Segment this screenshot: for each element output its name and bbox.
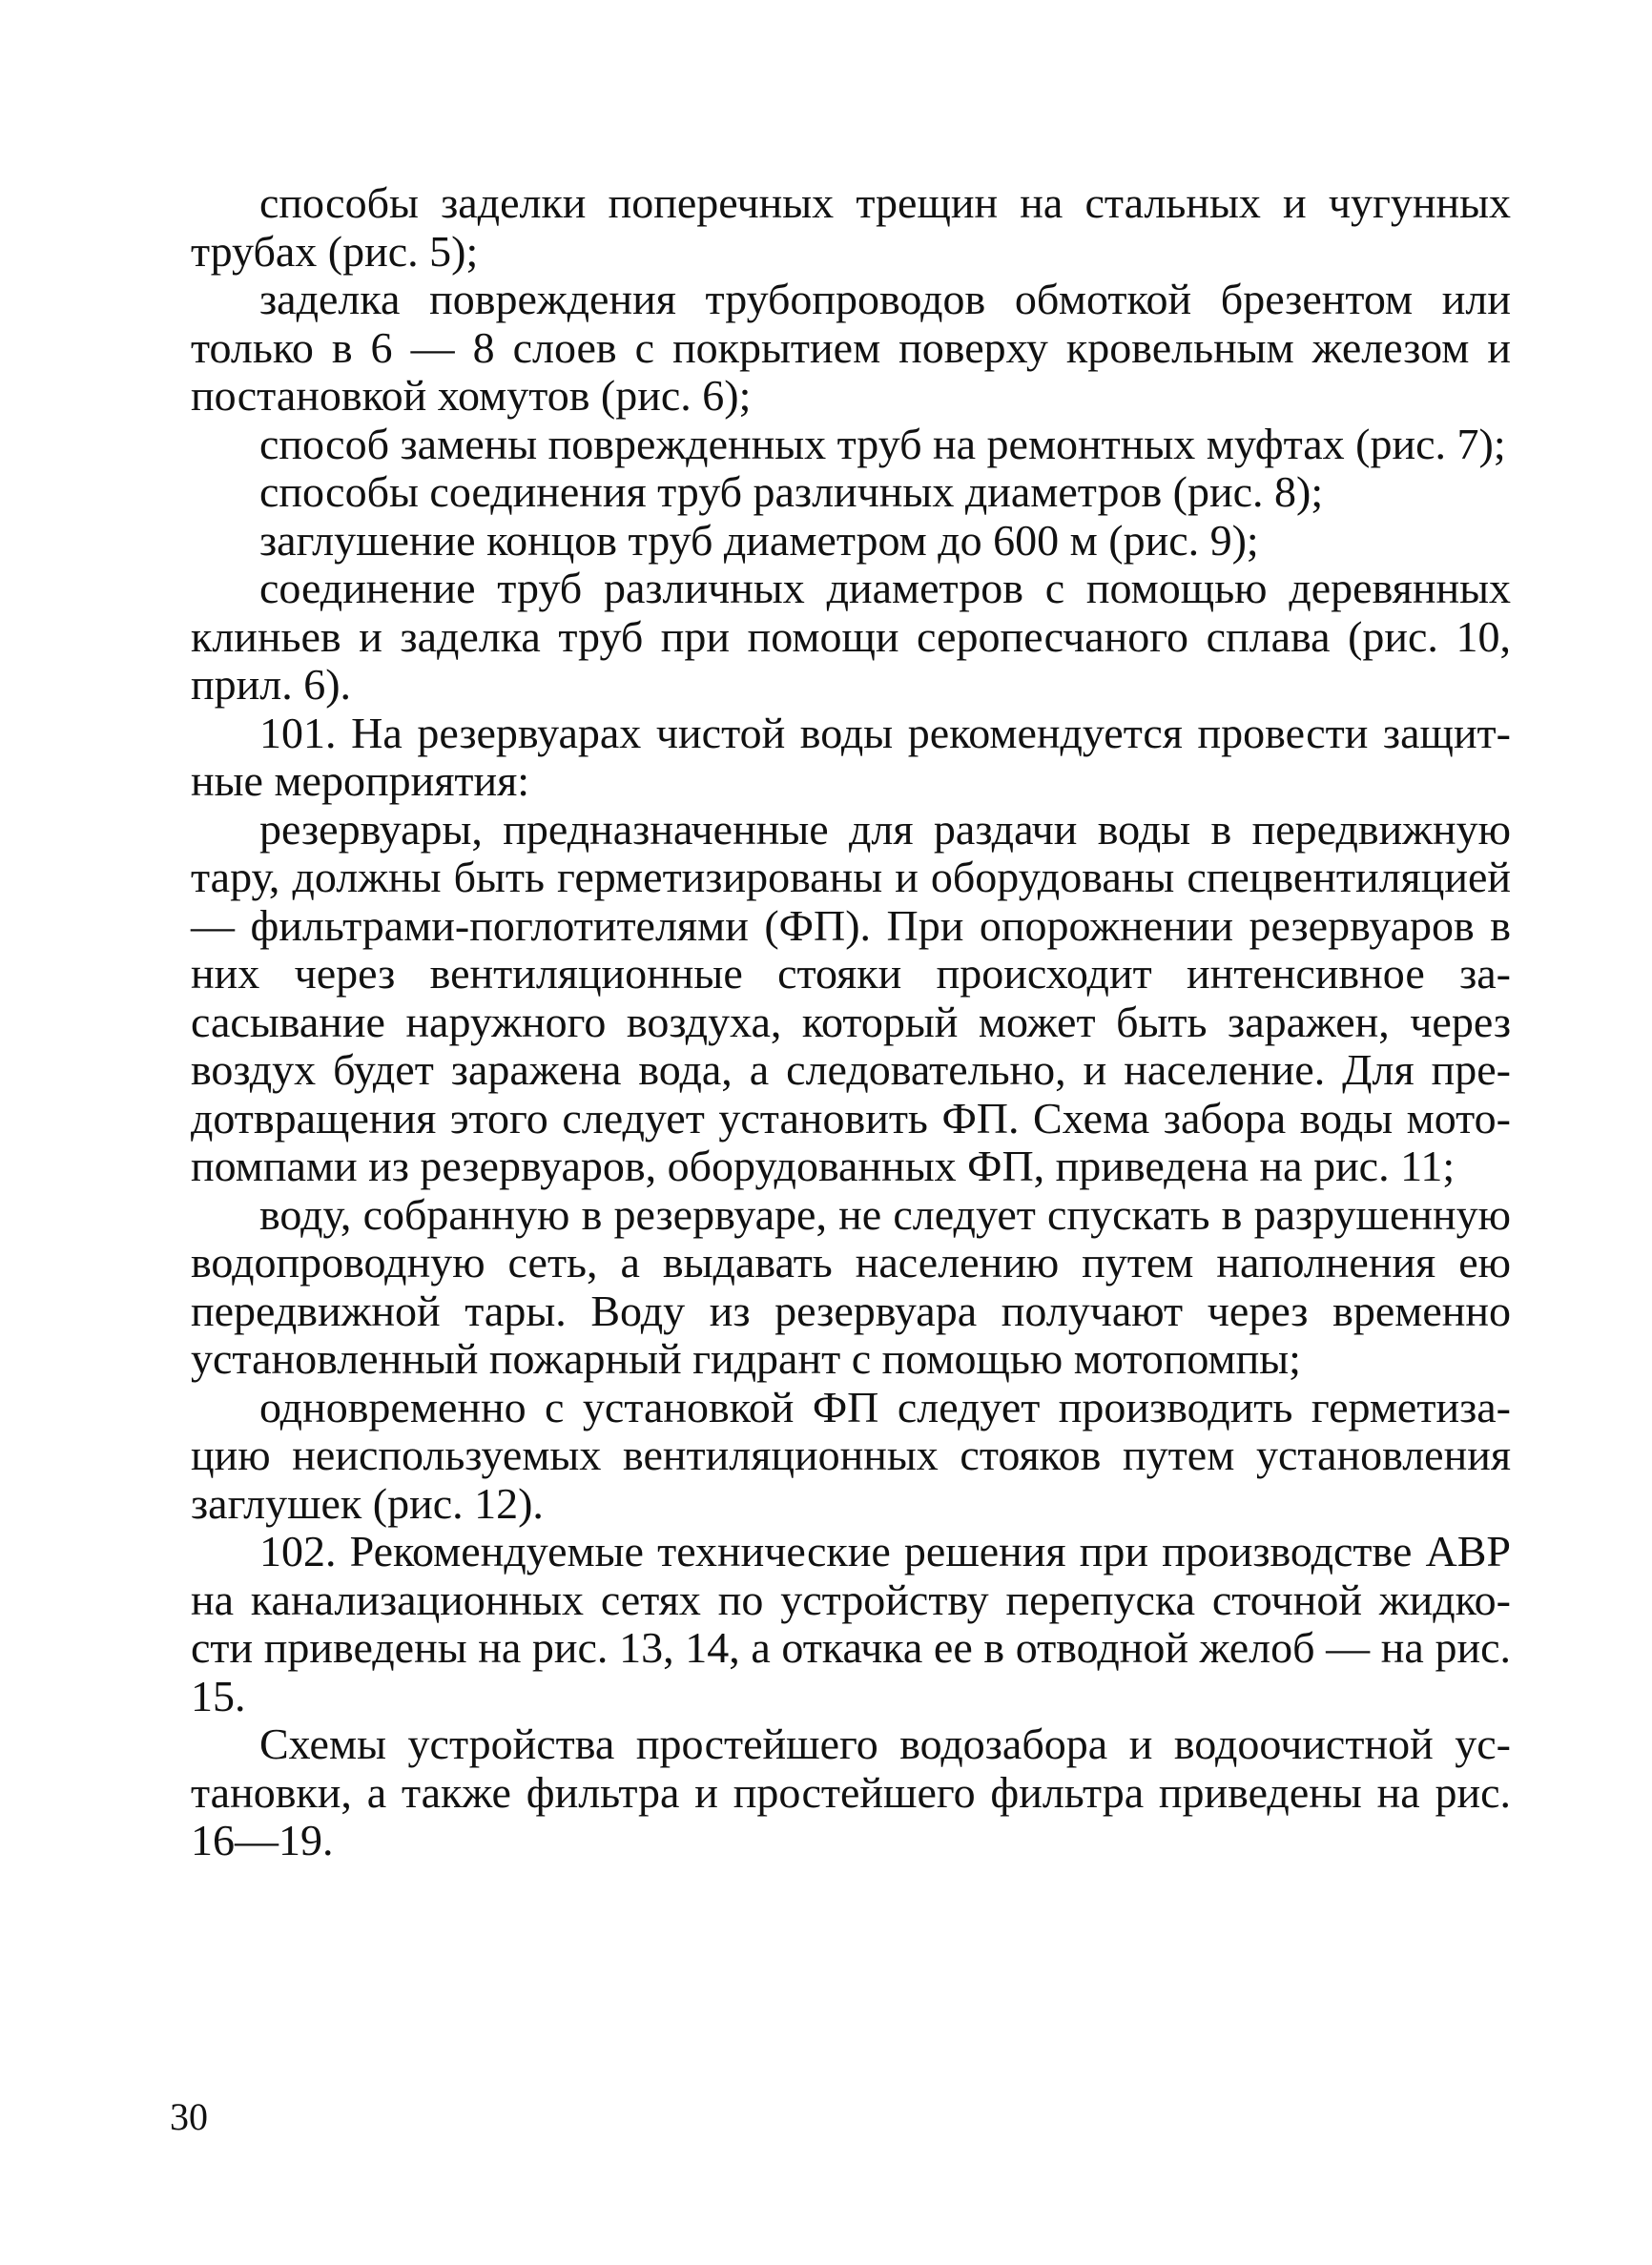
paragraph: резервуары, предназначенные для раздачи воды в передвижную тару, должны быть герметизированы и оборудованы спецвентиляцией — фильтрами-поглотителями (ФП). При опорожнении резервуаров в них через вентиляционные стояки происходит интенсивное засасывание наружного воздуха, который может быть заражен, через воздух будет заражена вода, а следовательно, и население. Для предотвращения этого следует установить ФП. Схема забора воды мотопомпами из резервуаров, оборудованных ФП, приведена на рис. 11; [191,804,1511,1190]
paragraph: способ замены поврежденных труб на ремонтных муфтах (рис. 7); [259,419,1506,468]
paragraph: способы соединения труб различных диаметров (рис. 8); [259,467,1324,516]
paragraph-item-102: 102. Рекомендуемые технические решения при производстве АВР на канализационных сетях по устройству перепуска сточной жидкости приведены на рис. 13, 14, а откачка ее в отводной желоб — на рис. 15. [191,1527,1511,1720]
paragraph: заглушение концов труб диаметром до 600 м (рис. 9); [259,515,1259,565]
paragraph: воду, собранную в резервуаре, не следует спускать в разрушенную водопроводную сеть, а выдавать населению путем наполнения ею передвижной тары. Воду из резервуара получают через временно установленный пожарный гидрант с помощью мотопомпы; [191,1189,1511,1383]
paragraph: одновременно с установкой ФП следует производить герметизацию неиспользуемых вентиляционных стояков путем установления заглушек (рис. 12). [191,1382,1511,1528]
body-text [191,179,1511,1865]
paragraph: способы заделки поперечных трещин на стальных и чугунных трубах (рис. 5); [191,178,1511,276]
paragraph: Схемы устройства простейшего водозабора и водоочистной установки, а также фильтра и простейшего фильтра приведены на рис. 16—19. [191,1719,1511,1864]
page-number: 30 [170,2095,208,2138]
paragraph: соединение труб различных диаметров с помощью деревянных клиньев и заделка труб при помощи серопесчаного сплава (рис. 10, прил. 6). [191,564,1511,709]
paragraph-item-101: 101. На резервуарах чистой воды рекомендуется провести защитные мероприятия: [191,708,1511,805]
paragraph: заделка повреждения трубопроводов обмоткой брезентом или только в 6 — 8 слоев с покрытием поверху кровельным железом и постановкой хомутов (рис. 6); [191,275,1511,420]
